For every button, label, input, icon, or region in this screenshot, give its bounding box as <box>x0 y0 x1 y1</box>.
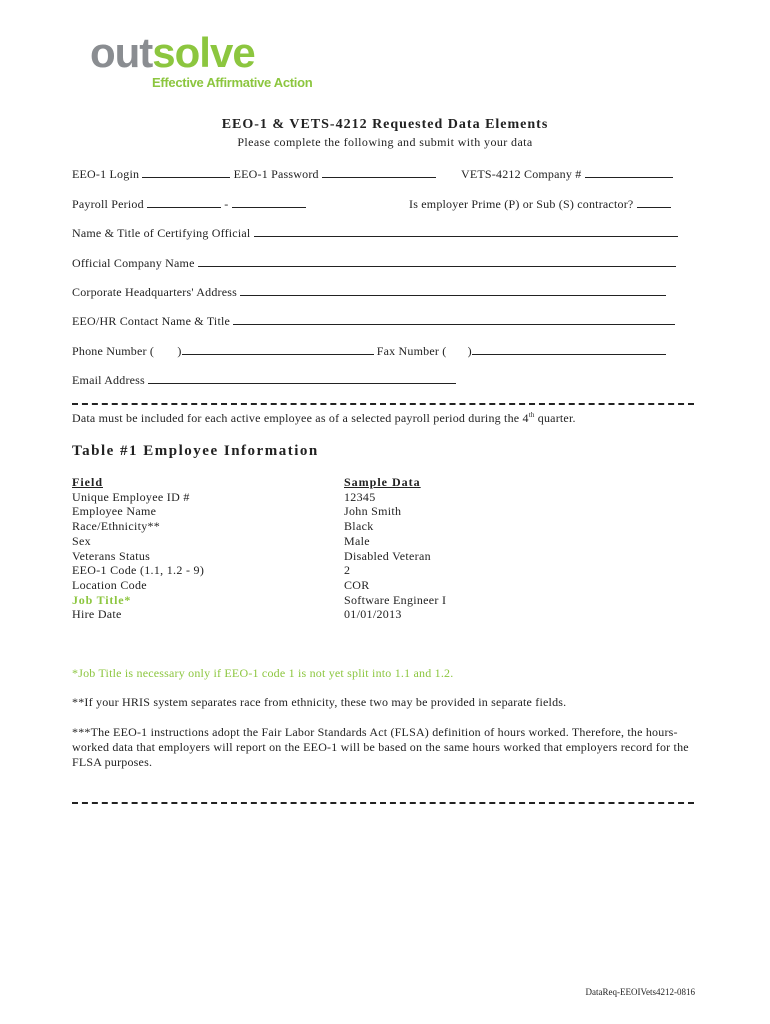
notice-text: Data must be included for each active employee as of a selected payroll period during the 4 <box>72 411 529 425</box>
sample-cell: Disabled Veteran <box>344 548 431 563</box>
document-code: DataReq-EEOIVets4212-0816 <box>585 987 695 997</box>
hq-address-label: Corporate Headquarters' Address <box>72 285 237 299</box>
document-subtitle: Please complete the following and submit with your data <box>237 135 533 149</box>
company-name-row <box>72 255 676 271</box>
field-cell: Hire Date <box>72 607 122 622</box>
section-divider <box>72 403 694 405</box>
sample-cell: 01/01/2013 <box>344 607 402 622</box>
hr-contact-field[interactable] <box>233 313 675 325</box>
phone-number-field[interactable] <box>182 343 374 355</box>
field-column-header: Field <box>72 475 103 489</box>
eeo-password-field[interactable] <box>322 166 436 178</box>
fax-number-field[interactable] <box>472 343 666 355</box>
outsolve-logo <box>90 29 313 90</box>
fax-paren-close: ) <box>467 344 472 358</box>
sample-column <box>344 475 446 622</box>
bottom-divider <box>72 802 694 804</box>
payroll-start-field[interactable] <box>147 196 221 208</box>
contractor-field[interactable] <box>637 196 671 208</box>
field-cell: Race/Ethnicity** <box>72 519 161 534</box>
hr-contact-row <box>72 313 675 329</box>
job-title-note: *Job Title is necessary only if EEO-1 code 1 is not yet split into 1.1 and 1.2. <box>72 666 454 680</box>
hris-note: **If your HRIS system separates race from ethnicity, these two may be provided in separate fields. <box>72 695 567 709</box>
logo-wordmark <box>90 29 312 76</box>
sample-column-header: Sample Data <box>344 475 421 489</box>
phone-label: Phone Number ( <box>72 344 155 358</box>
contractor-row <box>409 196 671 212</box>
eeo-login-field[interactable] <box>142 166 230 178</box>
certifying-official-field[interactable] <box>254 225 678 237</box>
vets-company-field[interactable] <box>585 166 673 178</box>
fax-label: Fax Number ( <box>376 344 447 358</box>
flsa-note: ***The EEO-1 instructions adopt the Fair Labor Standards Act (FLSA) definition of hours worked. Therefore, the hours-worked data that employers will report on the EEO-1 will be based on the same hours worked that employers record for the FLSA purposes. <box>72 725 689 769</box>
field-cell-job-title: Job Title* <box>72 592 132 607</box>
eeo-password-label: EEO-1 Password <box>233 167 319 181</box>
certifying-official-row <box>72 225 678 241</box>
field-cell: Veterans Status <box>72 548 151 563</box>
logo-text-out: out <box>90 29 153 76</box>
phone-fax-row <box>72 343 666 359</box>
logo-tagline: Effective Affirmative Action <box>152 75 313 90</box>
sample-cell: Male <box>344 533 370 548</box>
sample-cell: COR <box>344 577 370 592</box>
vets-company-row <box>461 166 673 182</box>
login-row <box>72 166 436 182</box>
payroll-separator: - <box>224 197 229 211</box>
payroll-end-field[interactable] <box>232 196 306 208</box>
field-cell: Location Code <box>72 577 147 592</box>
field-cell: Unique Employee ID # <box>72 489 190 504</box>
company-name-field[interactable] <box>198 255 676 267</box>
field-column <box>72 475 204 622</box>
sample-cell: 2 <box>344 563 351 578</box>
document-title: EEO-1 & VETS-4212 Requested Data Elements <box>221 117 549 132</box>
notice-suffix: quarter. <box>534 411 576 425</box>
field-cell: EEO-1 Code (1.1, 1.2 - 9) <box>72 563 205 578</box>
email-label: Email Address <box>72 373 145 387</box>
table1-title: Table #1 Employee Information <box>72 443 319 459</box>
sample-cell: Software Engineer I <box>344 592 447 607</box>
notice-superscript: th <box>528 411 535 419</box>
vets-company-label: VETS-4212 Company # <box>461 167 582 181</box>
field-cell: Employee Name <box>72 504 157 519</box>
hq-address-field[interactable] <box>240 284 666 296</box>
sample-cell: Black <box>344 519 374 534</box>
field-cell: Sex <box>72 533 91 548</box>
payroll-period-label: Payroll Period <box>72 197 144 211</box>
logo-text-solve: solve <box>152 29 255 76</box>
payroll-row <box>72 196 306 212</box>
sample-cell: 12345 <box>344 489 376 504</box>
sample-cell: John Smith <box>344 504 402 519</box>
contractor-label: Is employer Prime (P) or Sub (S) contractor? <box>409 197 634 211</box>
phone-paren-close: ) <box>177 344 182 358</box>
payroll-notice <box>72 411 576 426</box>
certifying-official-label: Name & Title of Certifying Official <box>72 226 251 240</box>
email-row <box>72 372 456 388</box>
email-field[interactable] <box>148 372 456 384</box>
eeo-login-label: EEO-1 Login <box>72 167 140 181</box>
hr-contact-label: EEO/HR Contact Name & Title <box>72 314 231 328</box>
company-name-label: Official Company Name <box>72 256 195 270</box>
hq-address-row <box>72 284 666 300</box>
